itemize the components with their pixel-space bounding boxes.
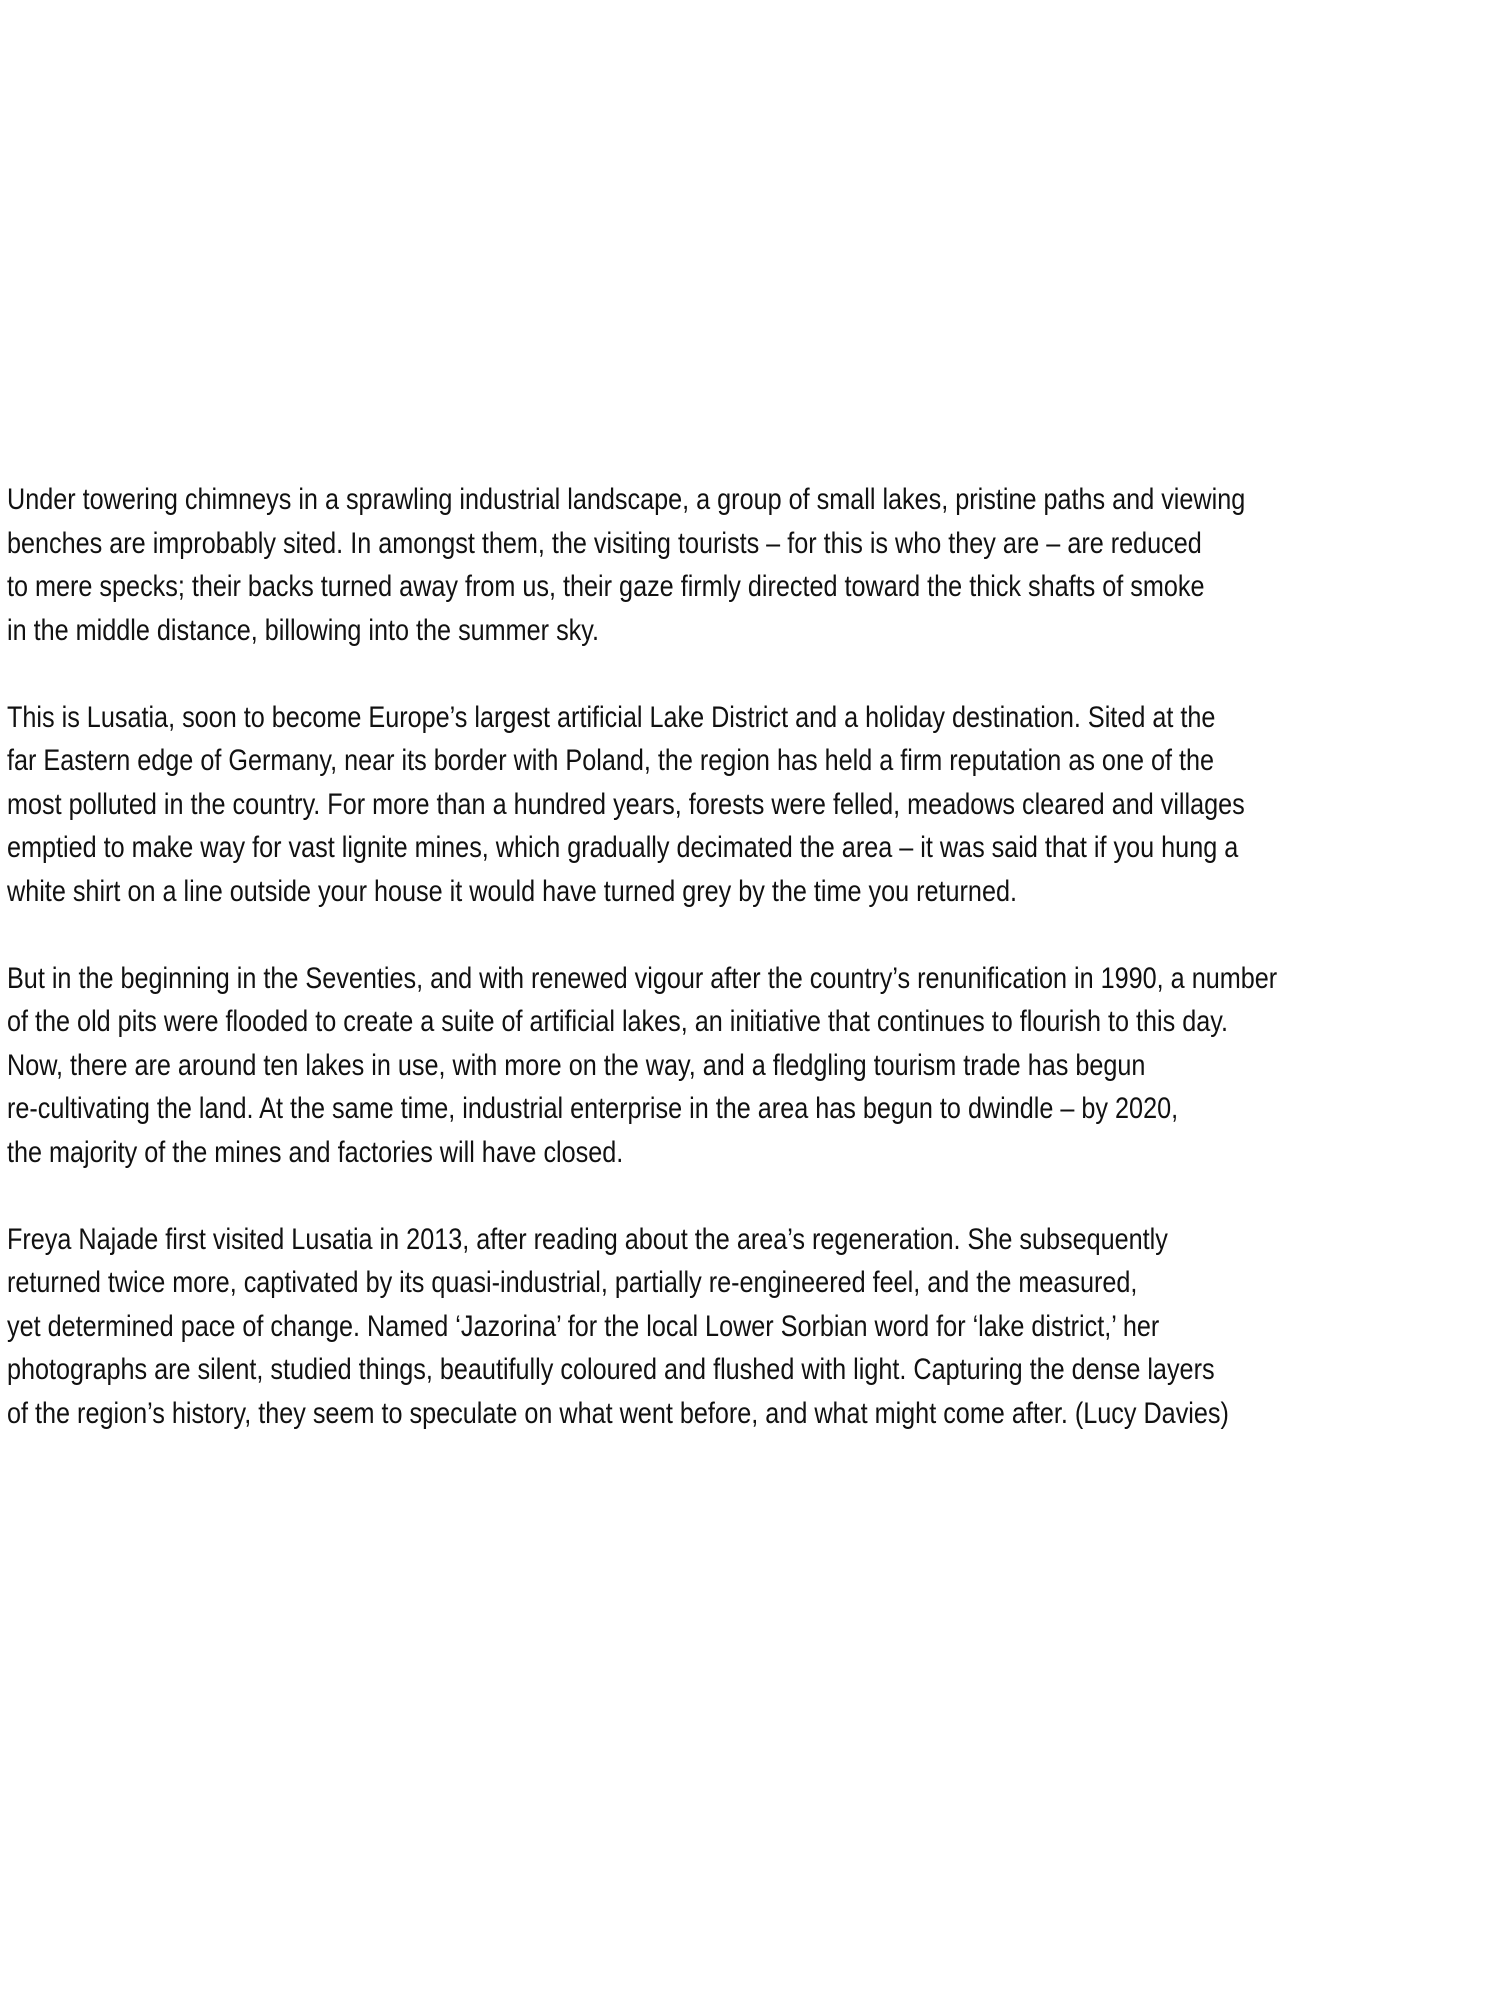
text-line: of the region’s history, they seem to speculate on what went before, and what might come after. (Lucy Davies)	[7, 1396, 1229, 1430]
text-line: far Eastern edge of Germany, near its border with Poland, the region has held a firm reputation as one of the	[7, 744, 1215, 777]
text-line: in the middle distance, billowing into the summer sky.	[7, 613, 600, 647]
text-line: yet determined pace of change. Named ‘Jazorina’ for the local Lower Sorbian word for ‘lake district,’ her	[7, 1309, 1160, 1343]
text-line: re-cultivating the land. At the same time, industrial enterprise in the area has begun to dwindle – by 2020,	[7, 1092, 1179, 1125]
paragraph-1	[7, 478, 1494, 652]
text-line: Now, there are around ten lakes in use, with more on the way, and a fledgling tourism trade has begun	[7, 1048, 1146, 1082]
text-line: most polluted in the country. For more than a hundred years, forests were felled, meadows cleared and villages	[7, 787, 1245, 821]
text-line: This is Lusatia, soon to become Europe’s largest artificial Lake District and a holiday destination. Sited at the	[7, 700, 1216, 734]
paragraph-2	[7, 696, 1494, 914]
paragraph-4	[7, 1218, 1494, 1436]
text-line: returned twice more, captivated by its quasi-industrial, partially re-engineered feel, and the measured,	[7, 1266, 1138, 1299]
text-line: to mere specks; their backs turned away from us, their gaze firmly directed toward the thick shafts of smoke	[7, 570, 1205, 603]
paragraph-3	[7, 957, 1494, 1175]
text-line: emptied to make way for vast lignite mines, which gradually decimated the area – it was said that if you hung a	[7, 831, 1239, 864]
text-line: benches are improbably sited. In amongst them, the visiting tourists – for this is who they are – are reduced	[7, 526, 1202, 560]
text-line: But in the beginning in the Seventies, and with renewed vigour after the country’s renunification in 1990, a number	[7, 961, 1278, 995]
text-line: white shirt on a line outside your house it would have turned grey by the time you returned.	[7, 874, 1017, 908]
text-line: photographs are silent, studied things, beautifully coloured and flushed with light. Capturing the dense layers	[7, 1353, 1215, 1386]
text-line: of the old pits were flooded to create a suite of artificial lakes, an initiative that continues to flourish to this day.	[7, 1005, 1229, 1038]
text-line: Under towering chimneys in a sprawling industrial landscape, a group of small lakes, pristine paths and viewing	[7, 483, 1246, 516]
text-line: Freya Najade first visited Lusatia in 2013, after reading about the area’s regeneration. She subsequently	[7, 1222, 1168, 1256]
text-line: the majority of the mines and factories will have closed.	[7, 1135, 624, 1169]
article-body	[7, 478, 1494, 1479]
